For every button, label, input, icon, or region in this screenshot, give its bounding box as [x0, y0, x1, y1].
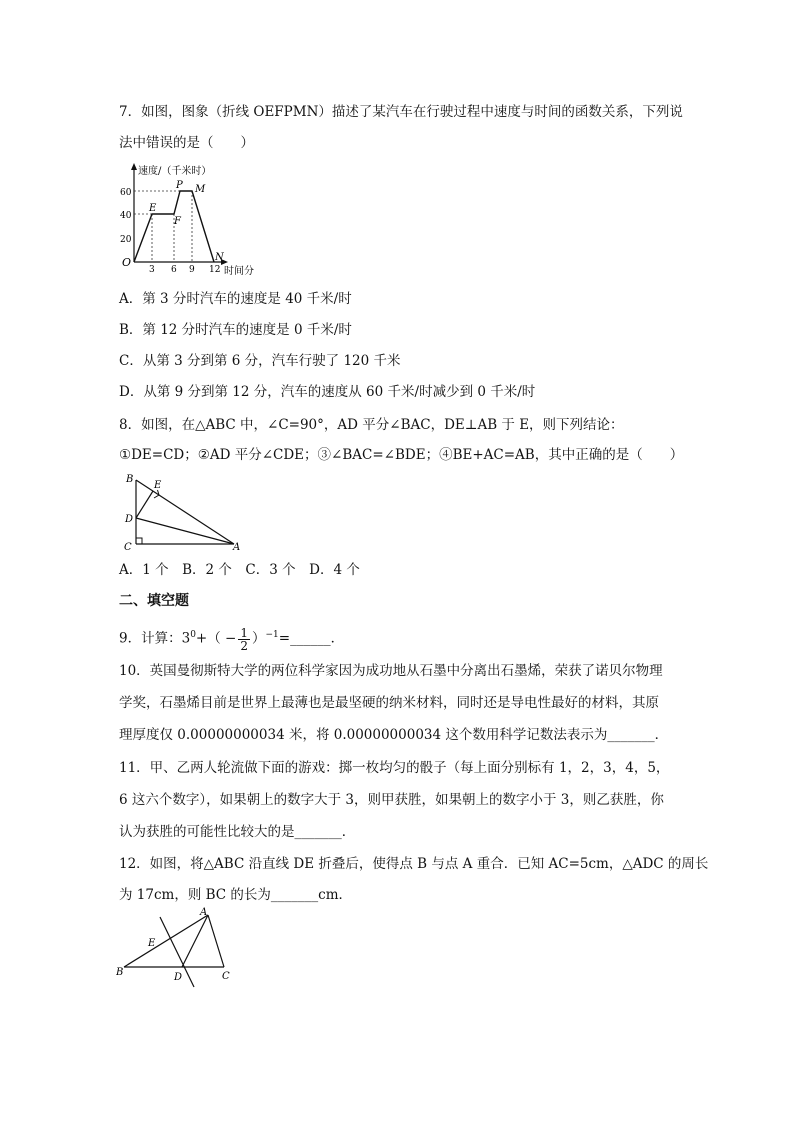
y-axis-arrow: [131, 163, 137, 170]
q12-line2: 为 17cm，则 BC 的长为_______cm．: [119, 887, 353, 903]
q10-line1: 10．英国曼彻斯特大学的两位科学家因为成功地从石墨中分离出石墨烯，荣获了诺贝尔物理: [119, 663, 663, 679]
label-E: E: [154, 480, 162, 491]
q7-option-b: B．第 12 分时汽车的速度是 0 千米/时: [119, 322, 352, 338]
q10-line3: 理厚度仅 0.00000000034 米，将 0.00000000034 这个数用科学记数法表示为_______．: [119, 727, 669, 743]
label-D: D: [174, 972, 183, 983]
x-tick-3: 3: [149, 265, 155, 275]
q7-stem-line2: 法中错误的是（ ）: [119, 135, 254, 151]
q7-speed-time-graph: [116, 162, 276, 280]
point-N: N: [215, 252, 224, 263]
label-C: C: [124, 542, 132, 553]
q11-line2: 6 这六个数字），如果朝上的数字大于 3，则甲获胜，如果朝上的数字小于 3，则乙获胜，你: [119, 792, 664, 808]
label-D: D: [125, 514, 134, 525]
q7-option-c: C．从第 3 分到第 6 分，汽车行驶了 120 千米: [119, 353, 401, 369]
q9-suffix: =______．: [278, 630, 345, 647]
point-P: P: [176, 180, 183, 191]
point-E: E: [149, 203, 157, 214]
section-title: 二、填空题: [119, 593, 189, 609]
q8-stem-line2: ①DE=CD；②AD 平分∠CDE；③∠BAC=∠BDE；④BE+AC=AB，其中正确的是（ ）: [119, 447, 684, 463]
q11-line3: 认为获胜的可能性比较大的是_______．: [119, 824, 356, 840]
x-tick-6: 6: [171, 265, 177, 275]
q12-fold-figure: [116, 903, 246, 993]
q7-option-a: A．第 3 分时汽车的速度是 40 千米/时: [119, 291, 352, 307]
q9-exp-neg1: −1: [265, 630, 279, 640]
point-F: F: [174, 216, 181, 227]
label-A: A: [200, 907, 208, 918]
q9-exp0: 0: [190, 630, 196, 640]
x-tick-9: 9: [189, 265, 195, 275]
origin-label: O: [122, 256, 132, 269]
y-tick-20: 20: [120, 235, 132, 245]
q8-triangle-figure: [112, 470, 252, 556]
y-axis-label: 速度/（千米时）: [138, 166, 212, 177]
x-axis-label: 时间分: [224, 266, 254, 277]
q8-options: A．1 个 B．2 个 C．3 个 D．4 个: [119, 562, 360, 578]
q9-line: [119, 622, 344, 652]
label-A: A: [233, 542, 241, 553]
label-C: C: [222, 971, 230, 982]
label-B: B: [126, 474, 134, 485]
q9-prefix: 9．计算：3: [119, 630, 191, 647]
label-E: E: [148, 938, 156, 949]
y-tick-60: 60: [120, 188, 132, 198]
x-tick-12: 12: [209, 265, 221, 275]
q9-close: ）: [251, 630, 266, 647]
label-B: B: [116, 967, 124, 978]
q7-option-d: D．从第 9 分到第 12 分，汽车的速度从 60 千米/时减少到 0 千米/时: [119, 384, 536, 400]
q12-line1: 12．如图，将△ABC 沿直线 DE 折叠后，使得点 B 与点 A 重合．已知 AC=5cm，△ADC 的周长: [119, 856, 709, 872]
q9-plus: +（ −: [195, 630, 237, 647]
point-M: M: [195, 184, 206, 195]
q8-stem-line1: 8．如图，在△ABC 中，∠C=90°，AD 平分∠BAC，DE⊥AB 于 E，则下列结论：: [119, 417, 624, 433]
q7-stem-line1: 7．如图，图象（折线 OEFPMN）描述了某汽车在行驶过程中速度与时间的函数关系，下列说: [119, 104, 683, 120]
q10-line2: 学奖，石墨烯目前是世界上最薄也是最坚硬的纳米材料，同时还是导电性最好的材料，其原: [119, 695, 659, 711]
q11-line1: 11．甲、乙两人轮流做下面的游戏：掷一枚均匀的骰子（每上面分别标有 1，2，3，4，5，: [119, 760, 670, 776]
q9-fraction: $\frac{1}{2}$: [240, 625, 248, 653]
y-tick-40: 40: [120, 211, 132, 221]
